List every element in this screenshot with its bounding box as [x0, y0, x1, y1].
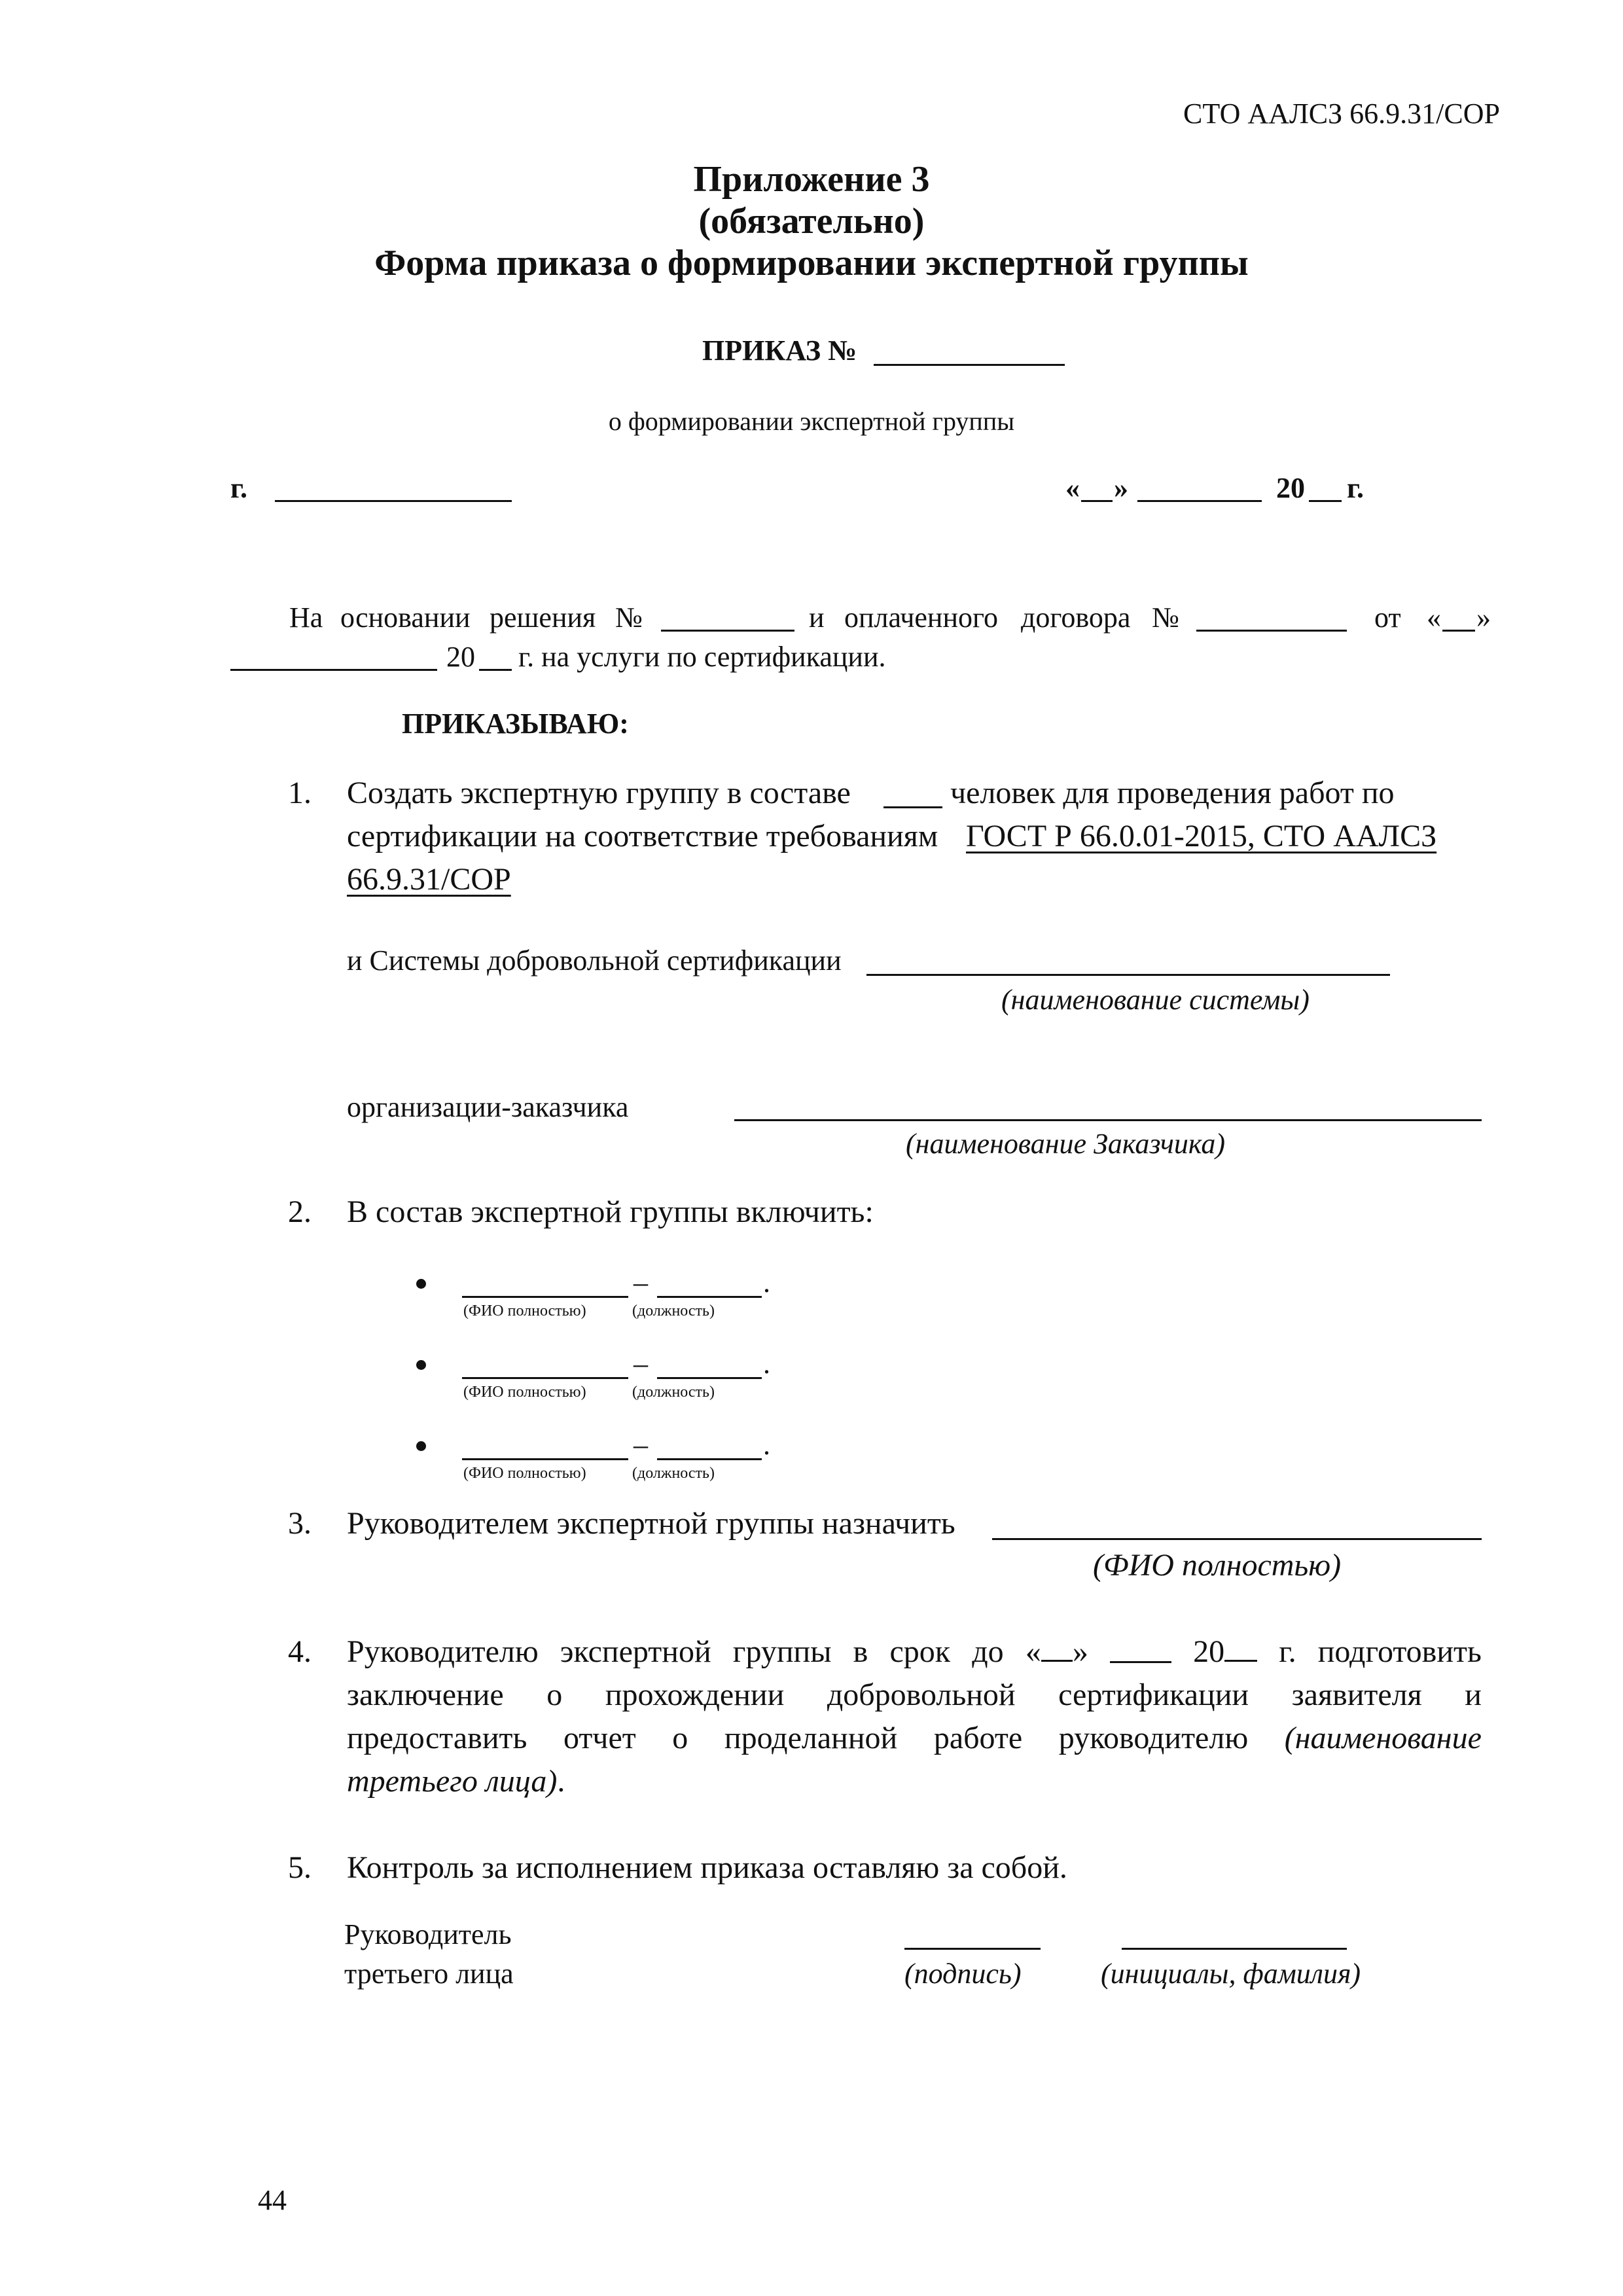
- item4-word: руководителю: [1058, 1721, 1249, 1755]
- customer-caption: (наименование Заказчика): [906, 1128, 1226, 1160]
- signature-name-field: [1122, 1948, 1347, 1950]
- basis-text: г. на услуги по сертификации.: [518, 641, 886, 673]
- contract-day-field: [1442, 630, 1475, 632]
- signature-role: Руководитель: [344, 1918, 512, 1950]
- appendix-status: (обязательно): [698, 201, 925, 242]
- item4-word: о: [672, 1721, 688, 1755]
- item-number: 4.: [288, 1634, 312, 1669]
- item3-text: Руководителем экспертной группы назначить: [347, 1506, 955, 1541]
- item4-word: предоставить: [347, 1721, 527, 1755]
- item4-word: группы: [732, 1634, 832, 1669]
- signature-name-caption: (инициалы, фамилия): [1101, 1958, 1361, 1990]
- customer-name-field: [734, 1119, 1482, 1121]
- basis-word: »: [1476, 601, 1491, 634]
- item4-line: [347, 1634, 1482, 1670]
- system-name-field: [866, 974, 1390, 976]
- basis-word: оплаченного: [844, 601, 998, 634]
- item4-line: [347, 1677, 1482, 1713]
- page-number: 44: [258, 2184, 287, 2216]
- item4-line: [347, 1720, 1482, 1756]
- member-fio-field: [462, 1458, 628, 1460]
- item4-word: Руководителю: [347, 1634, 539, 1669]
- bullet-icon: [416, 1441, 426, 1451]
- basis-word: решения: [490, 601, 596, 634]
- system-caption: (наименование системы): [1001, 984, 1310, 1016]
- member-dash: –: [633, 1429, 648, 1461]
- item4-word: прохождении: [605, 1677, 785, 1712]
- item4-word: г.: [1279, 1634, 1296, 1669]
- item4-word: в: [853, 1634, 868, 1669]
- signature-field: [904, 1948, 1041, 1950]
- item4-third-party-caption: третьего лица): [347, 1764, 558, 1799]
- contract-year-field: [479, 669, 512, 671]
- contract-month-field: [230, 669, 437, 671]
- date-year-field: [1309, 500, 1342, 502]
- item4-word: заявителя: [1291, 1677, 1422, 1712]
- basis-year-prefix: 20: [446, 641, 475, 673]
- item4-date-day: « »: [1025, 1634, 1088, 1669]
- member-end: .: [763, 1429, 770, 1461]
- order-number-label: ПРИКАЗ №: [702, 334, 857, 367]
- member-fio-field: [462, 1296, 628, 1298]
- leader-caption: (ФИО полностью): [1093, 1548, 1342, 1583]
- member-position-field: [657, 1458, 762, 1460]
- item4-word: о: [546, 1677, 563, 1712]
- date-open-quote: «: [1065, 472, 1080, 504]
- basis-word: договора: [1021, 601, 1131, 634]
- member-fio-caption: (ФИО полностью): [463, 1465, 586, 1482]
- bullet-icon: [416, 1360, 426, 1370]
- item-number: 1.: [288, 776, 312, 810]
- item4-date-year: 20: [1193, 1634, 1257, 1670]
- member-end: .: [763, 1348, 770, 1380]
- leader-name-field: [992, 1538, 1482, 1540]
- group-size-field: [883, 806, 942, 808]
- member-position-caption: (должность): [632, 1465, 715, 1482]
- decision-number-field: [661, 630, 794, 632]
- date-year-suffix: г.: [1347, 472, 1364, 504]
- item4-date-month-field: [1110, 1634, 1171, 1663]
- item5-text: Контроль за исполнением приказа оставляю за собой.: [347, 1850, 1067, 1885]
- basis-word: «: [1427, 601, 1441, 634]
- standard-code-link[interactable]: 66.9.31/СОР: [347, 862, 511, 897]
- item-number: 3.: [288, 1506, 312, 1541]
- system-label: и Системы добровольной сертификации: [347, 944, 842, 977]
- basis-word: №: [1152, 601, 1179, 634]
- signature-caption: (подпись): [904, 1958, 1022, 1990]
- item4-word: до: [972, 1634, 1004, 1669]
- member-dash: –: [633, 1266, 648, 1299]
- contract-number-field: [1196, 630, 1347, 632]
- item4-word: и: [1465, 1677, 1482, 1712]
- member-position-caption: (должность): [632, 1302, 715, 1319]
- member-position-field: [657, 1296, 762, 1298]
- document-code: СТО ААЛСЗ 66.9.31/СОР: [1183, 98, 1500, 130]
- basis-word: На: [289, 601, 323, 634]
- item4-line: [347, 1763, 565, 1799]
- member-fio-caption: (ФИО полностью): [463, 1302, 586, 1319]
- item4-word: заключение: [347, 1677, 504, 1712]
- appendix-title: Приложение 3: [693, 159, 930, 200]
- standards-reference-link[interactable]: ГОСТ Р 66.0.01-2015, СТО ААЛСЗ: [966, 819, 1437, 853]
- member-fio-field: [462, 1377, 628, 1379]
- order-number-field: [874, 364, 1065, 366]
- member-fio-caption: (ФИО полностью): [463, 1384, 586, 1401]
- item1-text: сертификации на соответствие требованиям: [347, 819, 938, 853]
- item4-word: экспертной: [560, 1634, 711, 1669]
- basis-word: №: [615, 601, 643, 634]
- item4-word: проделанной: [724, 1721, 898, 1755]
- basis-word: от: [1374, 601, 1401, 634]
- item4-word: отчет: [563, 1721, 636, 1755]
- item4-word: (наименование: [1284, 1721, 1482, 1755]
- date-day-field: [1081, 500, 1113, 502]
- basis-word: и: [809, 601, 825, 634]
- item4-word: работе: [933, 1721, 1023, 1755]
- item4-word: сертификации: [1058, 1677, 1249, 1712]
- member-end: .: [763, 1266, 770, 1299]
- date-year-prefix: 20: [1276, 472, 1305, 504]
- item4-word: срок: [889, 1634, 951, 1669]
- form-title: Форма приказа о формировании экспертной группы: [374, 243, 1249, 283]
- city-label: г.: [230, 472, 248, 504]
- order-subtitle: о формировании экспертной группы: [608, 406, 1015, 436]
- item-number: 2.: [288, 1194, 312, 1229]
- date-close-quote: »: [1114, 472, 1128, 504]
- item4-word: добровольной: [827, 1677, 1016, 1712]
- item1-text: человек для проведения работ по: [950, 776, 1395, 810]
- item4-end: .: [557, 1764, 565, 1799]
- signature-role: третьего лица: [344, 1958, 514, 1990]
- customer-label: организации-заказчика: [347, 1091, 629, 1123]
- decree-heading: ПРИКАЗЫВАЮ:: [402, 708, 629, 740]
- basis-word: основании: [340, 601, 471, 634]
- city-field: [275, 500, 512, 502]
- item-number: 5.: [288, 1850, 312, 1885]
- item1-text: Создать экспертную группу в составе: [347, 776, 851, 810]
- member-position-field: [657, 1377, 762, 1379]
- date-month-field: [1137, 500, 1262, 502]
- item4-word: подготовить: [1317, 1634, 1482, 1669]
- member-dash: –: [633, 1348, 648, 1380]
- item2-text: В состав экспертной группы включить:: [347, 1194, 874, 1229]
- bullet-icon: [416, 1279, 426, 1289]
- member-position-caption: (должность): [632, 1384, 715, 1401]
